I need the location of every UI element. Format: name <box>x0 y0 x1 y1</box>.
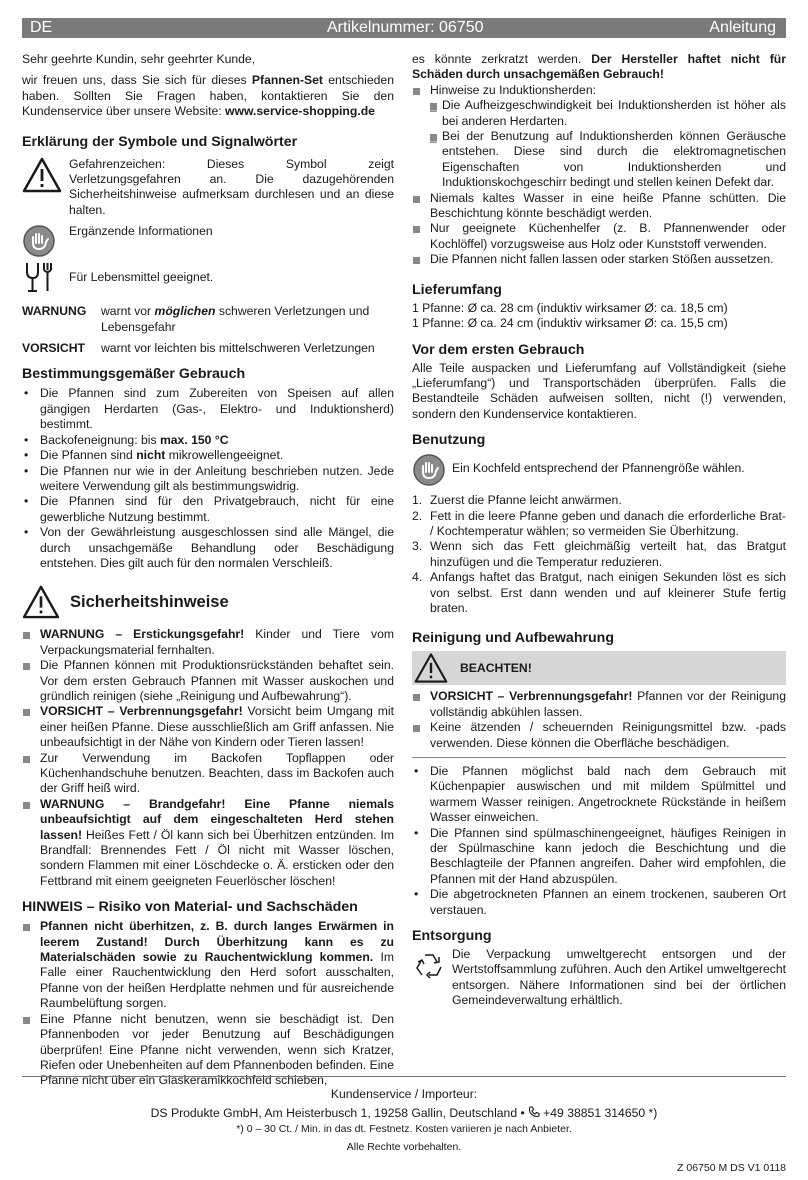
disposal-block: Die Verpackung umweltgerecht entsorgen und der Wertstoffsammlung zuführen. Auch den Artikel umweltgerecht entsorgen. Nähere Informationen sind bei der örtlichen Gemeindeverwaltung erhältlich. <box>412 947 786 1009</box>
recycle-icon <box>412 951 446 981</box>
article-number: Artikelnummer: 06750 <box>327 19 484 36</box>
beachten-box <box>412 651 786 685</box>
list-item: 3. Wenn sich das Fett gleichmäßig verteilt hat, das Bratgut hinzufügen und die Temperatur reduzieren. <box>412 539 786 569</box>
footer-rights: Alle Rechte vorbehalten. <box>346 1141 462 1153</box>
hinweis-continuation: es könnte zerkratzt werden. Der Hersteller haftet nicht für Schäden durch unsachgemäßen Gebrauch! <box>412 52 786 82</box>
hinweis-list <box>22 919 394 1088</box>
list-item: • Die Pfannen sind für den Privatgebrauch, nicht für eine gewerbliche Nutzung bestimmt. <box>22 494 394 525</box>
list-item: WARNUNG – Brandgefahr! Eine Pfanne niemals unbeaufsichtigt auf dem eingeschalteten Herd stehen lassen! Heißes Fett / Öl kann sich bei Überhitzen entzünden. Im Brandfall: Brennendes Fett / Öl nicht mit Wasser löschen, sondern Flammen mit einer Löschdecke o. Ä. ersticken oder den Fettbrand mit einem geeigneten Feuerlöscher löschen! <box>22 797 394 889</box>
benutzung-tip: Ein Kochfeld entsprechend der Pfannengröße wählen. <box>412 453 786 487</box>
hand-info-icon <box>22 224 56 258</box>
first-use-text: Alle Teile auspacken und Lieferumfang auf Vollständigkeit (siehe „Lieferumfang“) und Transportschäden überprüfen. Falls die Bestandteile Schäden aufweisen sollten, nicht (!) verwenden, sondern den Kundenservice kontaktieren. <box>412 360 786 421</box>
warnung-definition: WARNUNG warnt vor möglichen schweren Verletzungen und Lebensgefahr <box>22 304 370 334</box>
beachten-label: BEACHTEN! <box>460 660 532 675</box>
phone-icon <box>528 1106 540 1118</box>
list-item: Die Pfannen können mit Produktionsrückständen behaftet sein. Vor dem ersten Gebrauch Pfannen mit Wasser auskochen und gründlich reinigen (siehe „Reinigung und Aufbewahrung“). <box>22 658 394 704</box>
disposal-heading: Entsorgung <box>412 928 492 945</box>
list-item: Nur geeignete Küchenhelfer (z. B. Pfannenwender oder Kochlöffel) vorzugsweise aus Holz oder Kunststoff verwenden. <box>412 221 786 252</box>
usage-list <box>22 386 394 571</box>
list-item: Keine ätzenden / scheuernden Reinigungsmittel bzw. -pads verwenden. Diese können die Oberfläche beschädigen. <box>412 720 786 751</box>
list-item: Eine Pfanne nicht benutzen, wenn sie beschädigt ist. Den Pfannenboden vor jeder Benutzung auf Beschädigungen überprüfen! Eine Pfanne nicht verwenden, wenn sich Kratzer, Riefen oder Unebenheiten auf dem Pfannenboden befinden. Eine Pfanne nicht über ein Glaskeramikkochfeld schieben, <box>22 1012 394 1089</box>
document-type: Anleitung <box>709 19 776 36</box>
header-bar <box>22 18 786 38</box>
symbol-food: Für Lebensmittel geeignet. <box>22 260 394 294</box>
list-item: Die Pfannen nicht fallen lassen oder starken Stößen aussetzen. <box>412 252 786 267</box>
first-use-heading: Vor dem ersten Gebrauch <box>412 341 585 358</box>
warning-triangle-icon <box>414 652 448 684</box>
cleaning-warnings <box>412 689 786 751</box>
footer-address: DS Produkte GmbH, Am Heisterbusch 1, 19258 Gallin, Deutschland • +49 38851 314650 *) <box>150 1106 658 1120</box>
intro-text: wir freuen uns, dass Sie sich für dieses Pfannen-Set entschieden haben. Sollten Sie Fragen haben, kontaktieren Sie den Kundenservice über unsere Website: www.service-shopping.de <box>22 73 394 119</box>
vorsicht-definition: VORSICHT warnt vor leichten bis mittelschweren Verletzungen <box>22 341 375 356</box>
list-item: VORSICHT – Verbrennungsgefahr! Vorsicht beim Umgang mit einer heißen Pfanne. Diese ausschließlich am Griff anfassen. Nie unbeaufsichtigt in der Nähe von Kindern oder Tieren lassen! <box>22 704 394 750</box>
warning-triangle-icon <box>22 585 60 619</box>
delivery-item: 1 Pfanne: Ø ca. 24 cm (induktiv wirksamer Ø: ca. 15,5 cm) <box>412 316 728 331</box>
list-item: 1. Zuerst die Pfanne leicht anwärmen. <box>412 493 622 508</box>
delivery-item: 1 Pfanne: Ø ca. 28 cm (induktiv wirksamer Ø: ca. 18,5 cm) <box>412 300 728 315</box>
list-item: 4. Anfangs haftet das Bratgut, nach einigen Sekunden löst es sich von selbst. Erst dann wenden und auf kleinerer Stufe fertig braten. <box>412 570 786 615</box>
list-item: WARNUNG – Erstickungsgefahr! Kinder und Tiere vom Verpackungsmaterial fernhalten. <box>22 627 394 658</box>
glass-fork-icon <box>22 260 56 294</box>
warning-triangle-icon <box>22 157 62 193</box>
right-column <box>412 52 786 1009</box>
benutzung-heading: Benutzung <box>412 432 486 449</box>
lieferumfang-heading: Lieferumfang <box>412 281 502 298</box>
usage-heading: Bestimmungsgemäßer Gebrauch <box>22 366 246 383</box>
document-code: Z 06750 M DS V1 0118 <box>677 1162 786 1174</box>
list-item: 2. Fett in die leere Pfanne geben und danach die erforderliche Brat- / Kochtemperatur wählen; so vermeiden Sie Überhitzung. <box>412 508 786 538</box>
list-item: • Die Pfannen sind zum Zubereiten von Speisen auf allen gängigen Herdarten (Gas-, Elektro- und Induktionsherd) bestimmt. <box>22 386 394 432</box>
phone-number[interactable]: +49 38851 314650 *) <box>543 1106 658 1120</box>
language-code: DE <box>30 19 53 36</box>
website-link[interactable]: www.service-shopping.de <box>225 104 375 119</box>
footer-note: *) 0 – 30 Ct. / Min. in das dt. Festnetz. Kosten variieren je nach Anbieter. <box>236 1123 572 1135</box>
symbol-info: Ergänzende Informationen <box>22 224 394 254</box>
safety-list <box>22 627 394 889</box>
benutzung-steps <box>412 493 786 616</box>
list-item: • Von der Gewährleistung ausgeschlossen sind alle Mängel, die durch unsachgemäße Behandlung oder Beschädigung entstehen. Dies gilt auch für den normalen Verschleiß. <box>22 525 394 571</box>
safety-header <box>22 585 394 619</box>
list-item: Hinweise zu Induktionsherden: – Die Aufheizgeschwindigkeit bei Induktionsherden ist höher als bei anderen Herdarten. – Bei der Benutzung auf Induktionsherden können Geräusche entstehen. Diese sind durch die elektromagnetischen Eigenschaften von Induktionsherden und Induktionskochgeschirr bedingt und stellen keinen Defekt dar. <box>412 83 786 191</box>
list-item: Niemals kaltes Wasser in eine heiße Pfanne schütten. Die Beschichtung könnte beschädigt werden. <box>412 191 786 222</box>
list-item: – Bei der Benutzung auf Induktionsherden können Geräusche entstehen. Diese sind durch die elektromagnetischen Eigenschaften von Induktionsherden und Induktionskochgeschirr bedingt und stellen keinen Defekt dar. <box>430 129 786 191</box>
safety-heading: Sicherheitshinweise <box>70 592 229 611</box>
list-item: • Backofeneignung: bis max. 150 °C <box>22 433 394 448</box>
hinweis-heading: HINWEIS – Risiko von Material- und Sachschäden <box>22 899 358 916</box>
divider <box>412 757 786 758</box>
list-item: • Die Pfannen sind nicht mikrowellengeeignet. <box>22 448 394 463</box>
symbols-heading: Erklärung der Symbole und Signalwörter <box>22 133 298 150</box>
left-column <box>22 52 394 1089</box>
footer-divider <box>22 1076 786 1077</box>
cleaning-list <box>412 764 786 918</box>
list-item: • Die Pfannen sind spülmaschinengeeignet, häufiges Reinigen in der Spülmaschine kann jedoch die Beschichtung und die Beschlagteile der Pfannen angreifen. Daher wird empfohlen, die Pfannen mit der Hand abzuspülen. <box>412 826 786 888</box>
cleaning-heading: Reinigung und Aufbewahrung <box>412 630 615 647</box>
list-item: Pfannen nicht überhitzen, z. B. durch langes Erwärmen in leerem Zustand! Durch Überhitzung kann es zu Materialschäden sowie zu Rauchentwicklung kommen. Im Falle einer Rauchentwicklung den Herd sofort ausschalten, Pfanne von der heißen Herdplatte nehmen und für ausreichende Raumbelüftung sorgen. <box>22 919 394 1011</box>
list-item: • Die Pfannen möglichst bald nach dem Gebrauch mit Küchenpapier auswischen und mit mildem Spülmittel und warmem Wasser reinigen. Angetrocknete Rückstände in heißem Wasser einweichen. <box>412 764 786 826</box>
induction-sublist <box>430 98 786 190</box>
list-item: • Die abgetrockneten Pfannen an einem trockenen, sauberen Ort verstauen. <box>412 887 786 918</box>
list-item: • Die Pfannen nur wie in der Anleitung beschrieben nutzen. Jede weitere Verwendung gilt als bestimmungswidrig. <box>22 464 394 495</box>
hinweis-list-continued <box>412 83 786 268</box>
list-item: VORSICHT – Verbrennungsgefahr! Pfannen vor der Reinigung vollständig abkühlen lassen. <box>412 689 786 720</box>
list-item: Zur Verwendung im Backofen Topflappen oder Küchenhandschuhe benutzen. Beachten, dass im Backofen auch der Griff heiß wird. <box>22 751 394 797</box>
symbol-danger: Gefahrenzeichen: Dieses Symbol zeigt Verletzungsgefahren an. Die dazugehörenden Sicherheitshinweise aufmerksam durchlesen und an diese halten. <box>22 157 394 219</box>
hand-info-icon <box>412 453 446 487</box>
footer-service: Kundenservice / Importeur: <box>330 1087 478 1101</box>
list-item: – Die Aufheizgeschwindigkeit bei Induktionsherden ist höher als bei anderen Herdarten. <box>430 98 786 129</box>
greeting: Sehr geehrte Kundin, sehr geehrter Kunde, <box>22 52 256 66</box>
